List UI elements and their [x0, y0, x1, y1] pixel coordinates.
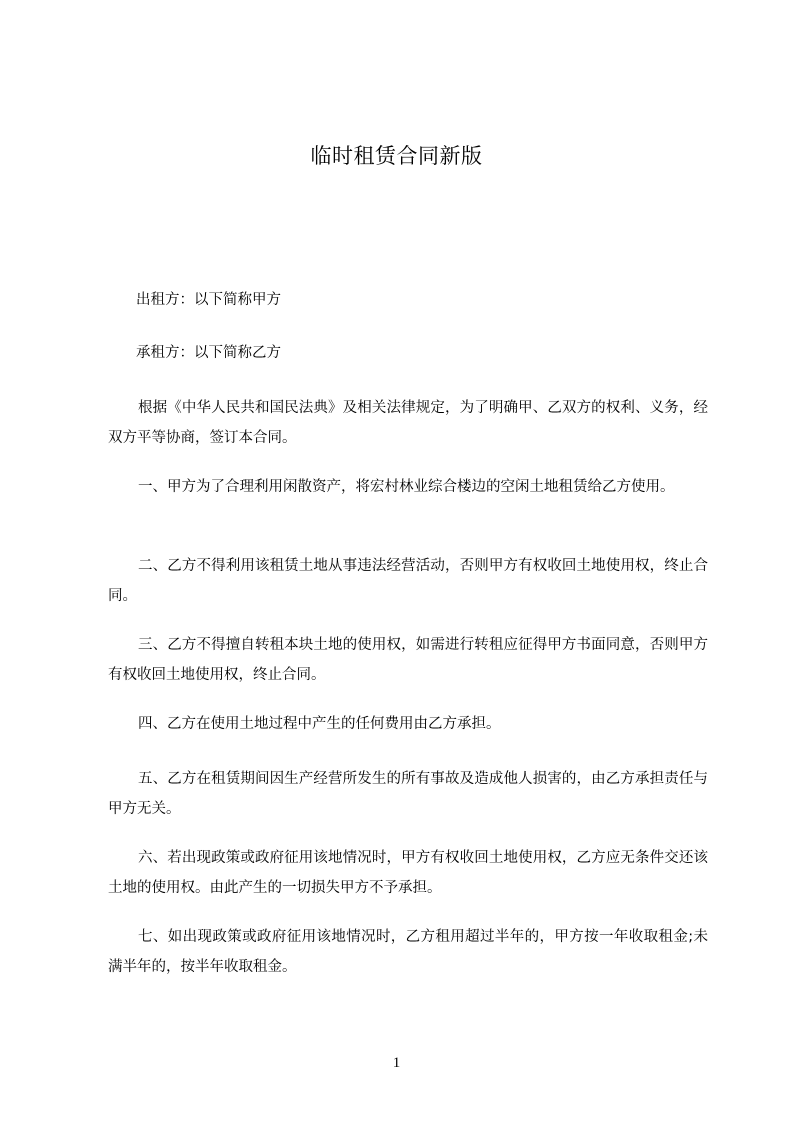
preamble-paragraph: 根据《中华人民共和国民法典》及相关法律规定，为了明确甲、乙双方的权利、义务，经双方平等协商，签订本合同。 — [108, 400, 708, 446]
page-number: 1 — [392, 1055, 401, 1071]
clause-3-paragraph: 三、乙方不得擅自转租本块土地的使用权，如需进行转租应征得甲方书面同意，否则甲方有权收回土地使用权，终止合同。 — [108, 637, 708, 683]
clause-5-paragraph: 五、乙方在租赁期间因生产经营所发生的所有事故及造成他人损害的，由乙方承担责任与甲方无关。 — [108, 771, 708, 817]
clause-7-paragraph: 七、如出现政策或政府征用该地情况时，乙方租用超过半年的，甲方按一年收取租金;未满半年的，按半年收取租金。 — [108, 929, 708, 975]
lessee-line: 承租方：以下简称乙方 — [136, 345, 281, 361]
clause-4-paragraph: 四、乙方在使用土地过程中产生的任何费用由乙方承担。 — [138, 716, 501, 732]
lessor-line: 出租方：以下简称甲方 — [136, 292, 281, 308]
document-title: 临时租赁合同新版 — [310, 144, 483, 168]
clause-6-paragraph: 六、若出现政策或政府征用该地情况时，甲方有权收回土地使用权，乙方应无条件交还该土地的使用权。由此产生的一切损失甲方不予承担。 — [108, 850, 708, 896]
clause-2-paragraph: 二、乙方不得利用该租赁土地从事违法经营活动，否则甲方有权收回土地使用权，终止合同。 — [108, 558, 708, 604]
clause-1-paragraph: 一、甲方为了合理利用闲散资产，将宏村林业综合楼边的空闲土地租赁给乙方使用。 — [138, 479, 675, 495]
